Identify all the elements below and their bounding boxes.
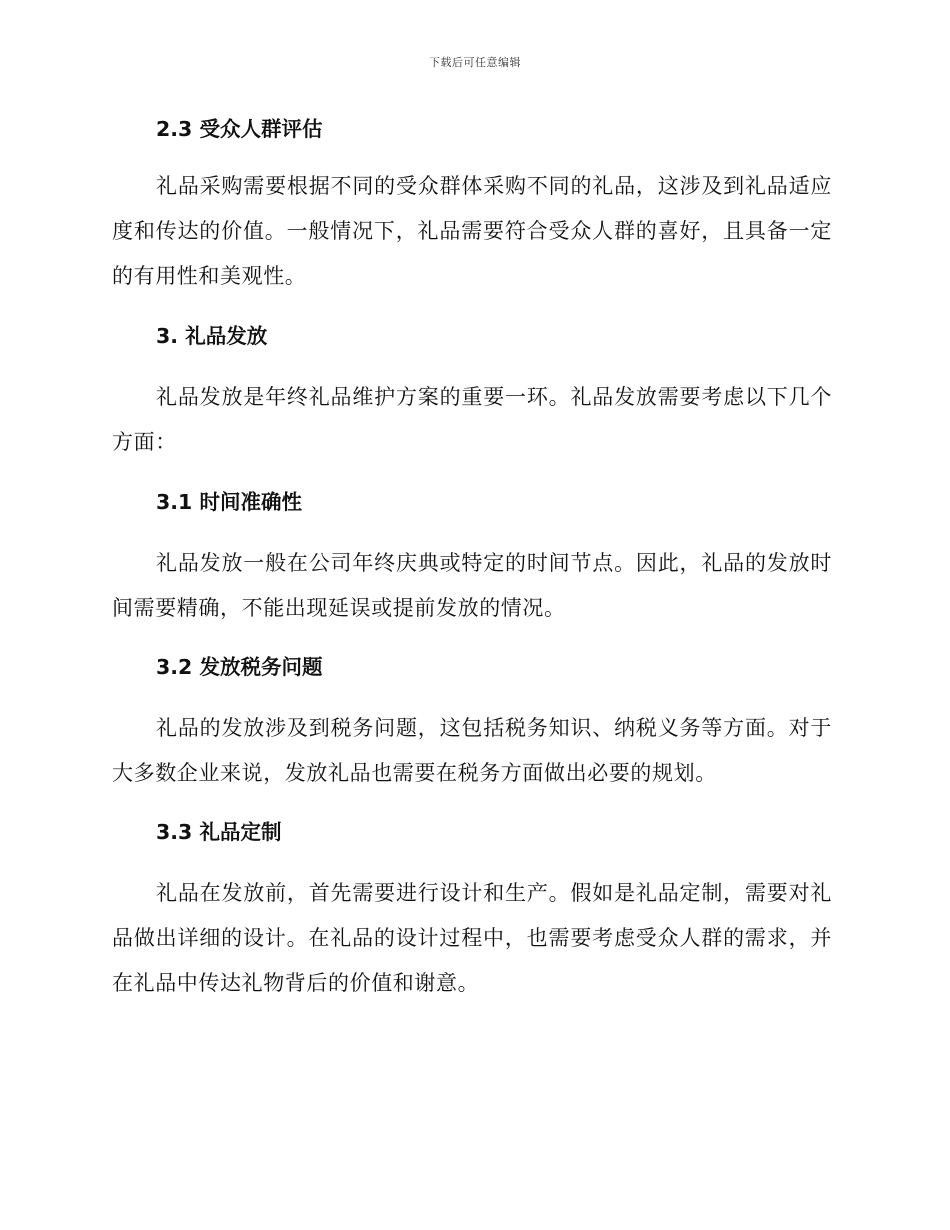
section-paragraph-3-2: 礼品的发放涉及到税务问题，这包括税务知识、纳税义务等方面。对于大多数企业来说，发放礼品也需要在税务方面做出必要的规划。 [112,716,832,785]
section-heading-3: 3. 礼品发放 [156,324,268,348]
section-heading-3-3: 3.3 礼品定制 [156,820,282,844]
section-paragraph-3-3: 礼品在发放前，首先需要进行设计和生产。假如是礼品定制，需要对礼品做出详细的设计。在礼品的设计过程中，也需要考虑受众人群的需求，并在礼品中传达礼物背后的价值和谢意。 [112,881,832,995]
document-body [112,112,832,1006]
section-paragraph-2-3: 礼品采购需要根据不同的受众群体采购不同的礼品，这涉及到礼品适应度和传达的价值。一般情况下，礼品需要符合受众人群的喜好，且具备一定的有用性和美观性。 [112,174,832,288]
section-heading-2-3: 2.3 受众人群评估 [156,117,323,141]
section-heading-3-1: 3.1 时间准确性 [156,490,302,514]
section-paragraph-3-1: 礼品发放一般在公司年终庆典或特定的时间节点。因此，礼品的发放时间需要精确，不能出现延误或提前发放的情况。 [112,551,832,620]
section-heading-3-2: 3.2 发放税务问题 [156,655,323,679]
page-header-note: 下载后可任意编辑 [429,56,521,69]
section-paragraph-3: 礼品发放是年终礼品维护方案的重要一环。礼品发放需要考虑以下几个方面： [112,385,832,454]
